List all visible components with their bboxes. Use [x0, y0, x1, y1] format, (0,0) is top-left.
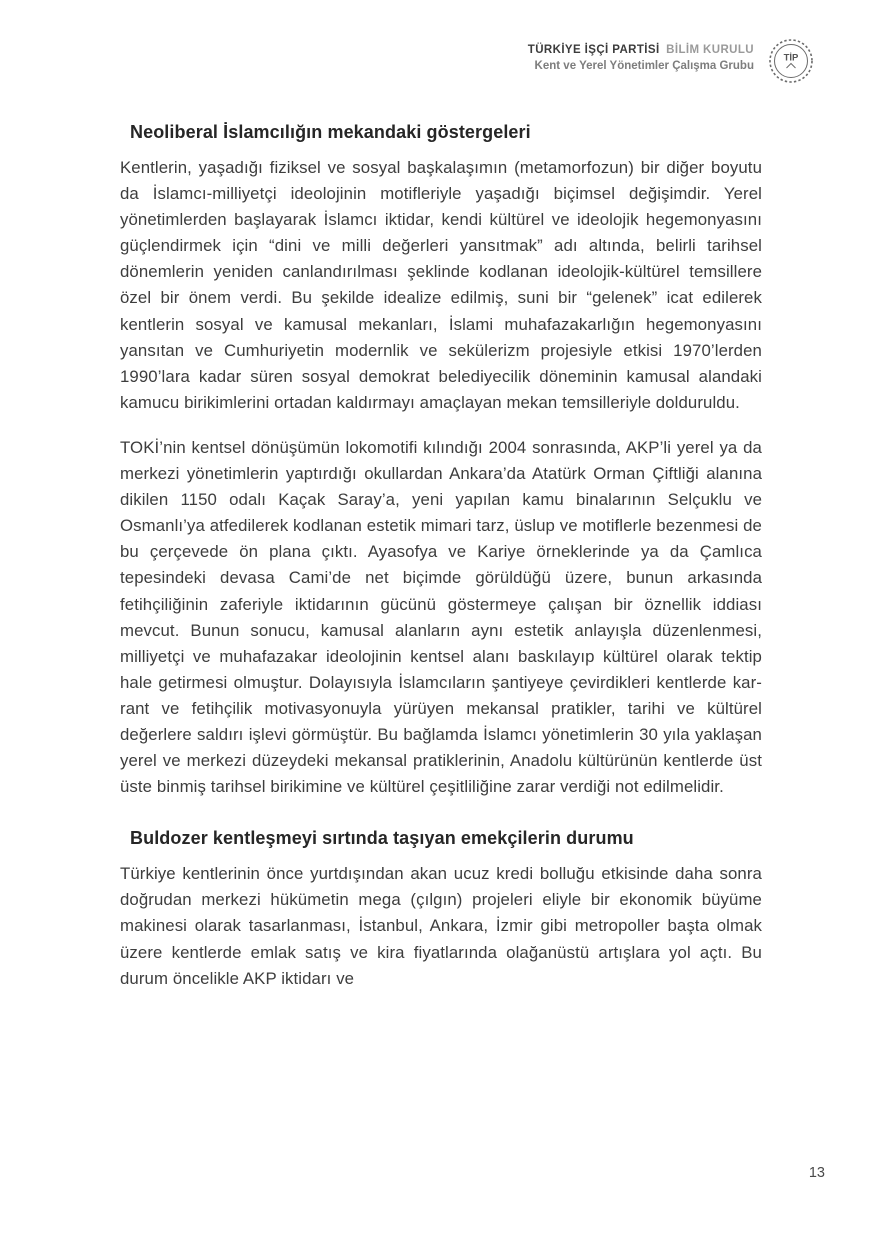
header-org-line	[528, 42, 754, 58]
page-number: 13	[808, 1165, 825, 1181]
paragraph-1: Kentlerin, yaşadığı fiziksel ve sosyal başkalaşımın (metamorfozun) bir diğer boyutu da İslamcı-milliyetçi ideolojinin motifleriyle yaşadığı biçimsel değişimdir. Yerel yönetimlerden başlayarak İslamcı iktidar, kendi kültürel ve ideolojik hegemonyasını güçlendirmek için “dini ve milli değerleri yansıtmak” adı altında, belirli tarihsel dönemlerin yeniden canlandırılması şeklinde kodlanan ideolojik-kültürel temsillere özel bir önem verdi. Bu şekilde idealize edilmiş, suni bir “gelenek” icat edilerek kentlerin sosyal ve kamusal mekanları, İslami muhafazakarlığın hegemonyasını yansıtan ve Cumhuriyetin modernlik ve sekülerizm projesiyle etkisi 1970’lerden 1990’lara kadar süren sosyal demokrat belediyecilik döneminin kamusal alandaki kamucu birikimlerini ortadan kaldırmayı amaçlayan mekan temsilleriyle dolduruldu.	[120, 158, 762, 412]
document-body	[120, 122, 762, 992]
section-heading-neoliberal: Neoliberal İslamcılığın mekandaki göstergeleri	[130, 122, 531, 142]
paragraph-3: Türkiye kentlerinin önce yurtdışından akan ucuz kredi bolluğu etkisinde daha sonra doğrudan merkezi hükümetin mega (çılgın) projeleri eliyle bir ekonomik büyüme makinesi olarak tasarlanması, İstanbul, Ankara, İzmir gibi metropoller başta olmak üzere kentlerde emlak satış ve kira fiyatlarında olağanüstü artışlara yol açtı. Bu durum öncelikle AKP iktidarı ve	[120, 864, 762, 988]
section-heading-buldozer: Buldozer kentleşmeyi sırtında taşıyan emekçilerin durumu	[130, 828, 634, 849]
paragraph-2: TOKİ’nin kentsel dönüşümün lokomotifi kılındığı 2004 sonrasında, AKP’li yerel ya da merkezi yönetimlerin yaptırdığı okullardan Ankara’da Atatürk Orman Çiftliği alanına dikilen 1150 odalı Kaçak Saray’a, yeni yapılan kamu binalarının Selçuklu ve Osmanlı’ya atfedilerek kodlanan estetik mimari tarz, üslup ve motiflerle bezenmesi de bu çerçevede ön plana çıktı. Ayasofya ve Kariye örneklerinde ya da Çamlıca tepesindeki devasa Cami’de net biçimde görüldüğü üzere, bunun arkasında fetihçiliğinin zaferiyle iktidarının gücünü göstermeye çalışan bir öznellik iddiası mevcut. Bunun sonucu, kamusal alanların aynı estetik anlayışla düzenlenmesi, milliyetçi ve muhafazakar ideolojinin kentsel alanı baskılayıp kültürel olarak tektip hale getirmesi olmuştur. Dolayısıyla İslamcıların şantiyeye çevirdikleri kentlerde kar-rant ve fetihçilik motivasyonuyla yürüyen mekansal pratikler, tarihi ve kültürel değerlere saldırı işlevi görmüştür. Bu bağlamda İslamcı yönetimlerin 30 yıla yaklaşan yerel ve merkezi düzeydeki mekansal pratiklerinin, Anadolu kültürünün kentlerde üst üste binmiş tarihsel birikimine ve kültürel çeşitliliğine zarar verdiği not edilmelidir.	[120, 437, 762, 797]
tip-seal-icon	[768, 38, 814, 84]
page-header	[120, 38, 814, 90]
tip-logo	[768, 38, 814, 84]
svg-text:TİP: TİP	[783, 52, 799, 64]
header-org-unit: BİLİM KURULU	[666, 44, 754, 56]
page-footer	[809, 1165, 825, 1181]
header-subtitle: Kent ve Yerel Yönetimler Çalışma Grubu	[534, 60, 754, 72]
header-text-block	[528, 38, 754, 74]
header-org-name: TÜRKİYE İŞÇİ PARTİSİ	[527, 44, 660, 56]
